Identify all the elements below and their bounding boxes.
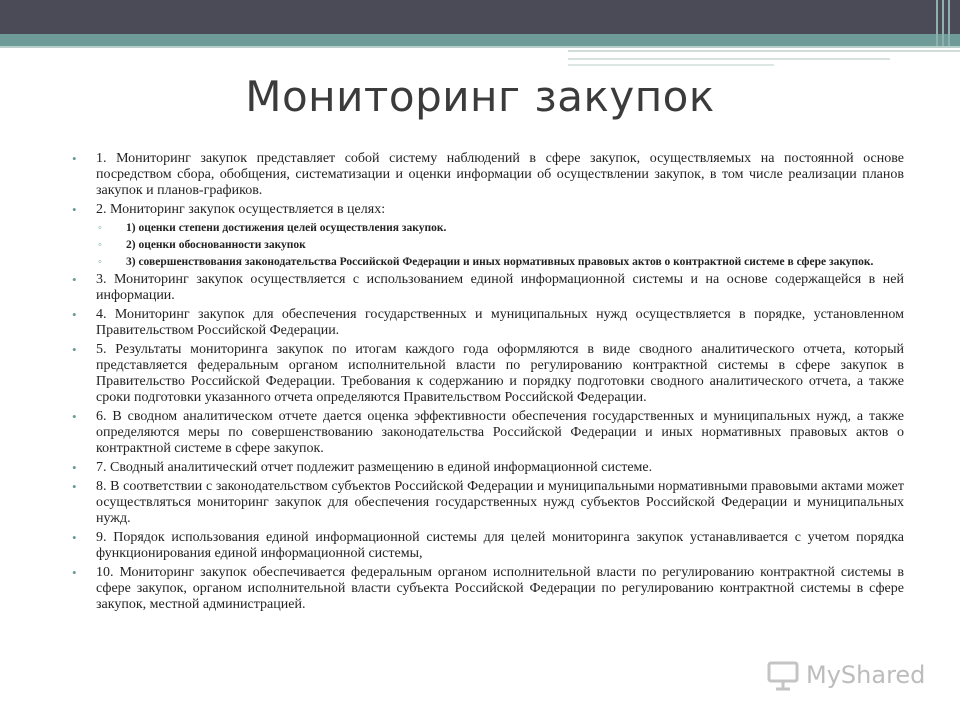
bullet-icon: • xyxy=(72,565,77,580)
decor-line xyxy=(568,58,890,60)
bullet-icon: • xyxy=(72,409,77,424)
sub-list-item-text: 1) оценки степени достижения целей осуществления закупок. xyxy=(126,222,447,234)
watermark xyxy=(766,655,925,695)
list-item xyxy=(72,409,904,457)
sub-list-item xyxy=(72,238,904,252)
sub-bullet-icon: ◦ xyxy=(98,256,102,268)
bullet-icon: • xyxy=(72,479,77,494)
bullet-icon: • xyxy=(72,272,77,287)
list-item xyxy=(72,530,904,562)
list-item-text: 6. В сводном аналитическом отчете дается оценка эффективности обеспечения государственных и муниципальных нужд, а также определяются меры по совершенствованию законодательства Российской Федерации и иных нормативных правовых актов о контрактной системе в сфере закупок. xyxy=(96,409,904,456)
sub-list-item-text: 2) оценки обоснованности закупок xyxy=(126,239,306,251)
list-item xyxy=(72,307,904,339)
list-item xyxy=(72,479,904,527)
list-item xyxy=(72,460,904,476)
bullet-icon: • xyxy=(72,202,77,217)
decor-line xyxy=(568,64,774,66)
list-item xyxy=(72,151,904,199)
sub-bullet-icon: ◦ xyxy=(98,222,102,234)
bullet-icon: • xyxy=(72,530,77,545)
bullet-icon: • xyxy=(72,342,77,357)
list-item xyxy=(72,565,904,613)
list-item-text: 8. В соответствии с законодательством субъектов Российской Федерации и муниципальными нормативными правовыми актами может осуществляться мониторинг закупок для обеспечения государственных нужд субъектов Российской Федерации и муниципальных нужд. xyxy=(96,479,904,526)
list-item-text: 9. Порядок использования единой информационной системы для целей мониторинга закупок устанавливается с учетом порядка функционирования единой информационной системы, xyxy=(96,530,904,561)
corner-decor xyxy=(930,0,960,46)
bullet-icon: • xyxy=(72,151,77,166)
header-dark-bar xyxy=(0,0,960,34)
sub-bullet-icon: ◦ xyxy=(98,239,102,251)
slide-content xyxy=(72,151,904,616)
bullet-icon: • xyxy=(72,307,77,322)
header-accent-bar xyxy=(0,34,960,46)
header-divider xyxy=(0,46,960,48)
list-item-text: 7. Сводный аналитический отчет подлежит размещению в единой информационной системе. xyxy=(96,460,653,475)
sub-list-item xyxy=(72,221,904,235)
list-item-text: 10. Мониторинг закупок обеспечивается федеральным органом исполнительной власти по регулированию контрактной системы в сфере закупок, органом исполнительной власти субъекта Российской Федерации по регулированию контрактной системы в сфере закупок, местной администрацией. xyxy=(96,565,904,612)
list-item-text: 4. Мониторинг закупок для обеспечения государственных и муниципальных нужд осуществляется в порядке, установленном Правительством Российской Федерации. xyxy=(96,307,904,338)
bullet-icon: • xyxy=(72,460,77,475)
list-item-text: 1. Мониторинг закупок представляет собой систему наблюдений в сфере закупок, осуществляемых на постоянной основе посредством сбора, обобщения, систематизации и оценки информации об осуществлении закупок, в том числе реализации планов закупок и планов-графиков. xyxy=(96,151,904,198)
list-item xyxy=(72,342,904,406)
decor-line xyxy=(568,50,960,52)
list-item-text: 3. Мониторинг закупок осуществляется с использованием единой информационной системы и на основе содержащейся в ней информации. xyxy=(96,272,904,303)
list-item-text: 2. Мониторинг закупок осуществляется в целях: xyxy=(96,202,386,217)
sub-list-item-text: 3) совершенствования законодательства Российской Федерации и иных нормативных правовых актов о контрактной системе в сфере закупок. xyxy=(126,256,874,268)
list-item-text: 5. Результаты мониторинга закупок по итогам каждого года оформляются в виде сводного аналитического отчета, который представляется федеральным органом исполнительной власти по регулированию контрактной системы в сфере закупок в Правительство Российской Федерации. Требования к содержанию и порядку подготовки сводного аналитического отчета, а также сроки подготовки указанного отчета определяются Правительством Российской Федерации. xyxy=(96,342,904,405)
slide-title: Мониторинг закупок xyxy=(245,72,715,121)
list-item xyxy=(72,202,904,218)
watermark-text: MyShared xyxy=(806,661,926,689)
sub-list-item xyxy=(72,255,904,269)
list-item xyxy=(72,272,904,304)
presentation-screen-icon xyxy=(766,658,800,692)
